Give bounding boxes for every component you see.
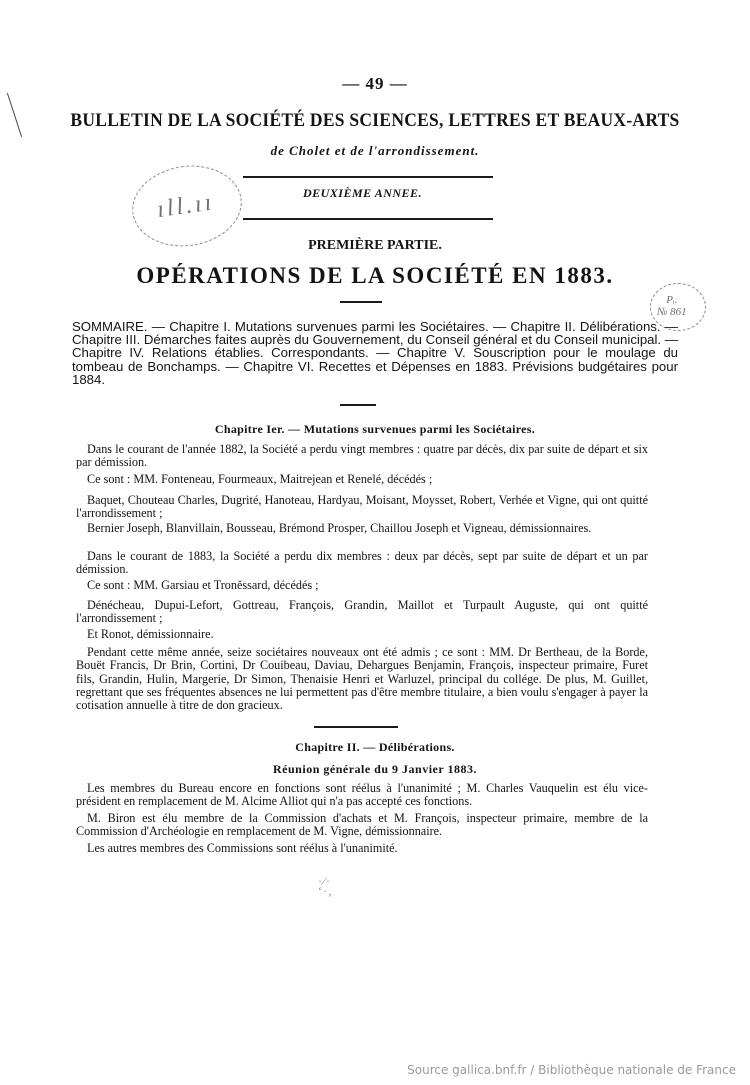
chapter-1-paragraph: Baquet, Chouteau Charles, Dugrité, Hanoteau, Hardyau, Moisant, Moysset, Robert, Verhée et Vigne, qui ont quitté l'arrondissement ;: [76, 493, 648, 521]
rule-mid: [243, 218, 493, 220]
bulletin-title: BULLETIN DE LA SOCIÉTÉ DES SCIENCES, LETTRES ET BEAUX-ARTS: [70, 110, 680, 131]
chapter-2-heading: Chapitre II. — Délibérations.: [295, 740, 455, 754]
chapter-1-paragraph: Pendant cette même année, seize sociétaires nouveaux ont été admis ; ce sont : MM. Dr Bertheau, de la Borde, Bouët Francis, Dr Brin, Cortini, Dr Couibeau, Daviau, Dehargues Benjamin, François, inspecteur primaire, Furet fils, Grandin, Hulin, Margerie, Dr Simon, Thenaisie Henri et Warluzel, principal du collége. De plus, M. Guillet, regrettant que ses fréquentes absences ne lui permettent pas d'être membre titulaire, a bien voulu s'engager à payer la cotisation annuelle à titre de don gracieux.: [76, 645, 648, 713]
rule-chapter-1: [314, 726, 398, 728]
chapter-2-paragraph: Les autres membres des Commissions sont réélus à l'unanimité.: [87, 841, 398, 855]
sommaire: SOMMAIRE. — Chapitre I. Mutations survenues parmi les Sociétaires. — Chapitre II. Délibérations. — Chapitre III. Démarches faites auprès du Gouvernement, du Conseil général et du Conseil municipal. — Chapitre IV. Relations établies. Correspondants. — Chapitre V. Souscription pour le moulage du tombeau de Bonchamps. — Chapitre VI. Recettes et Dépenses en 1883. Prévisions budgétaires pour 1884.: [72, 319, 678, 387]
meeting-heading: Réunion générale du 9 Janvier 1883.: [273, 762, 477, 776]
page-number: — 49 —: [342, 74, 408, 93]
chapter-1-paragraph: Dénécheau, Dupui-Lefort, Gottreau, François, Grandin, Maillot et Turpault Auguste, qui ont quitté l'arrondissement ;: [76, 598, 648, 626]
source-footer: Source gallica.bnf.fr / Bibliothèque nationale de France: [407, 1063, 736, 1077]
year-label: DEUXIÈME ANNEE.: [302, 186, 423, 200]
rule-top: [243, 176, 493, 178]
chapter-1-paragraph: Dans le courant de l'année 1882, la Société a perdu vingt membres : quatre par décès, dix par suite de départ et six par démission.: [76, 442, 648, 470]
chapter-1-paragraph: Bernier Joseph, Blanvillain, Bousseau, Brémond Prosper, Chaillou Joseph et Vigneau, démissionnaires.: [87, 521, 592, 535]
rule-sommaire: [340, 404, 376, 406]
ornament-mark: ·⁄· ʻ·‚: [318, 874, 333, 898]
chapter-1-paragraph: Et Ronot, démissionnaire.: [87, 627, 214, 641]
rule-under-title: [340, 301, 382, 303]
chapter-1-paragraph: Dans le courant de 1883, la Société a perdu dix membres : deux par décès, sept par suite de départ et un par démission.: [76, 549, 648, 577]
chapter-2-paragraph: Les membres du Bureau encore en fonctions sont réélus à l'unanimité ; M. Charles Vauquelin est élu vice-président en remplacement de M. Alcime Alliot qui n'a pas accepté ces fonctions.: [76, 781, 648, 809]
chapter-1-paragraph: Ce sont : MM. Fonteneau, Fourmeaux, Maitrejean et Renelé, décédés ;: [87, 472, 433, 486]
library-stamp: ıll.ıı: [127, 159, 247, 254]
inventory-stamp: Pᵢ. № 861: [650, 283, 706, 331]
section-title: OPÉRATIONS DE LA SOCIÉTÉ EN 1883.: [136, 263, 614, 288]
part-title: PREMIÈRE PARTIE.: [308, 238, 442, 253]
chapter-1-heading: Chapitre Ier. — Mutations survenues parmi les Sociétaires.: [214, 422, 536, 436]
margin-mark: [7, 93, 22, 137]
bulletin-subtitle: de Cholet et de l'arrondissement.: [270, 143, 480, 158]
chapter-1-paragraph: Ce sont : MM. Garsiau et Troněssard, décédés ;: [87, 578, 319, 592]
chapter-2-paragraph: M. Biron est élu membre de la Commission d'achats et M. François, inspecteur primaire, membre de la Commission d'Archéologie en remplacement de M. Vigne, démissionnaire.: [76, 811, 648, 839]
